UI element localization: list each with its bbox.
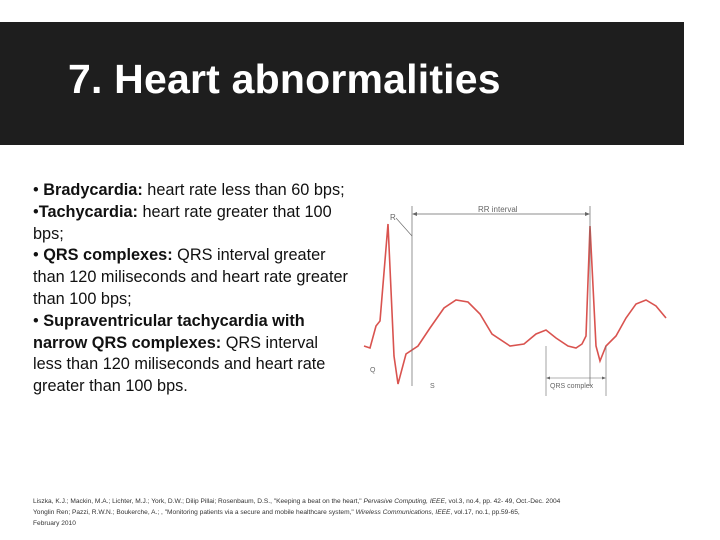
reference-2-date: February 2010 <box>33 520 76 527</box>
r-wave-label: R <box>390 213 396 222</box>
rr-arrowhead-left <box>412 212 417 216</box>
r-wave-leader <box>396 218 412 236</box>
slide-title: 7. Heart abnormalities <box>68 56 501 102</box>
bullet-qrs-complexes: • QRS complexes: QRS interval greater than 120 miliseconds and heart rate greater than 100 bps; <box>33 246 348 308</box>
qrs-arrowhead-left <box>546 377 550 380</box>
qrs-arrowhead-right <box>602 377 606 380</box>
ecg-trace <box>364 224 666 384</box>
references <box>33 496 673 529</box>
q-wave-label: Q <box>370 367 376 374</box>
rr-arrowhead-right <box>585 212 590 216</box>
qrs-complex-label: QRS complex <box>550 383 594 390</box>
bullet-supraventricular-tachycardia: • Supraventricular tachycardia with narrow QRS complexes: QRS interval less than 120 miliseconds and heart rate greater than 100 bps. <box>33 311 326 396</box>
bullet-tachycardia: •Tachycardia: heart rate greater that 100 bps; <box>33 202 332 243</box>
bullet-list <box>33 180 348 398</box>
rr-interval-label: RR interval <box>478 205 518 214</box>
s-wave-label: S <box>430 383 435 390</box>
ecg-diagram <box>360 196 670 411</box>
reference-2: Yonglin Ren; Pazzi, R.W.N.; Boukerche, A.; , "Monitoring patients via a secure and mobile healthcare system," Wireless Communications, IEEE, vol.17, no.1, pp.59-65, <box>33 509 520 516</box>
bullet-bradycardia: • Bradycardia: heart rate less than 60 bps; <box>33 181 345 199</box>
reference-1: Liszka, K.J.; Mackin, M.A.; Lichter, M.J.; York, D.W.; Dilip Pillai; Rosenbaum, D.S., "Keeping a beat on the heart," Pervasive Computing, IEEE, vol.3, no.4, pp. 42- 49, Oct.-Dec. 2004 <box>33 498 561 505</box>
